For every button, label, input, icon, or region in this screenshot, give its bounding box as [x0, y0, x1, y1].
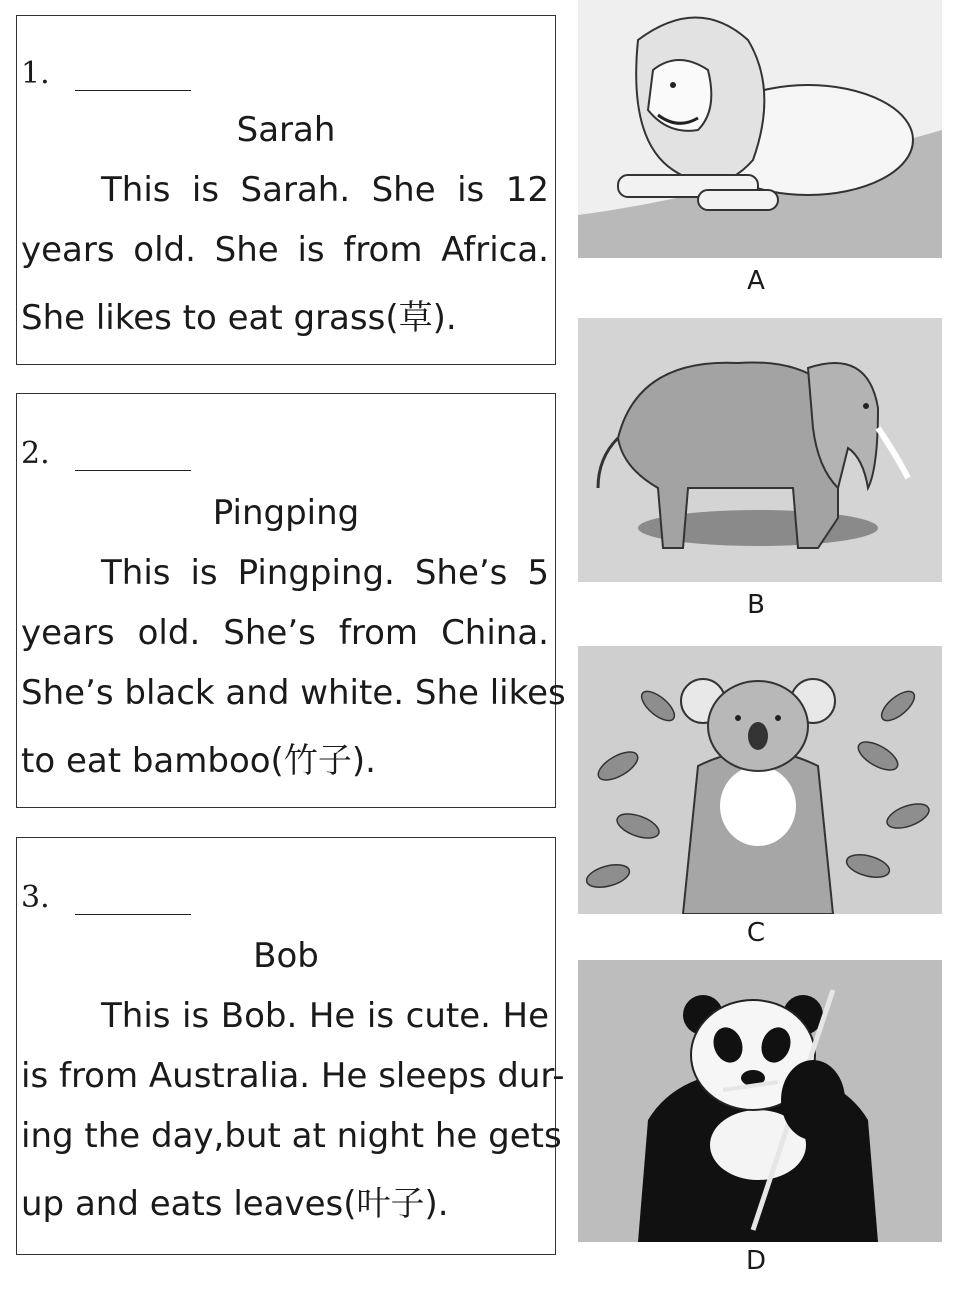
- elephant-picture: [578, 318, 942, 582]
- passage-line: up and eats leaves(叶子).: [21, 1184, 449, 1224]
- passage-line: years old. She is from Africa.: [21, 230, 549, 270]
- passage-line: ing the day,but at night he gets: [21, 1116, 562, 1156]
- passage-line: This is Pingping. She’s 5: [101, 553, 549, 593]
- passage-1-box: [16, 15, 556, 365]
- lion-icon: [578, 0, 942, 258]
- passage-line: is from Australia. He sleeps dur-: [21, 1056, 565, 1096]
- koala-icon: [578, 646, 942, 914]
- passage-title: Bob: [253, 936, 319, 976]
- lion-picture: [578, 0, 942, 258]
- passage-line: This is Bob. He is cute. He: [101, 996, 549, 1036]
- passage-number: 3.: [21, 880, 50, 915]
- picture-label: C: [746, 918, 766, 948]
- answer-blank[interactable]: [75, 90, 191, 91]
- answer-blank[interactable]: [75, 470, 191, 471]
- passage-number: 2.: [21, 436, 50, 471]
- koala-picture: [578, 646, 942, 914]
- passage-title: Sarah: [236, 110, 336, 150]
- passage-number: 1.: [21, 56, 50, 91]
- panda-icon: [578, 960, 942, 1242]
- panda-picture: [578, 960, 942, 1242]
- passage-line: years old. She’s from China.: [21, 613, 549, 653]
- passage-line: She’s black and white. She likes: [21, 673, 566, 713]
- passage-title: Pingping: [212, 493, 360, 533]
- passage-3-box: [16, 837, 565, 1255]
- picture-label: A: [747, 266, 765, 296]
- picture-label: D: [745, 1246, 767, 1276]
- passage-line: She likes to eat grass(草).: [21, 298, 457, 338]
- elephant-icon: [578, 318, 942, 582]
- passage-line: This is Sarah. She is 12: [101, 170, 549, 210]
- picture-label: B: [747, 590, 765, 620]
- answer-blank[interactable]: [75, 914, 191, 915]
- passage-2-box: [16, 393, 566, 808]
- passage-line: to eat bamboo(竹子).: [21, 741, 376, 781]
